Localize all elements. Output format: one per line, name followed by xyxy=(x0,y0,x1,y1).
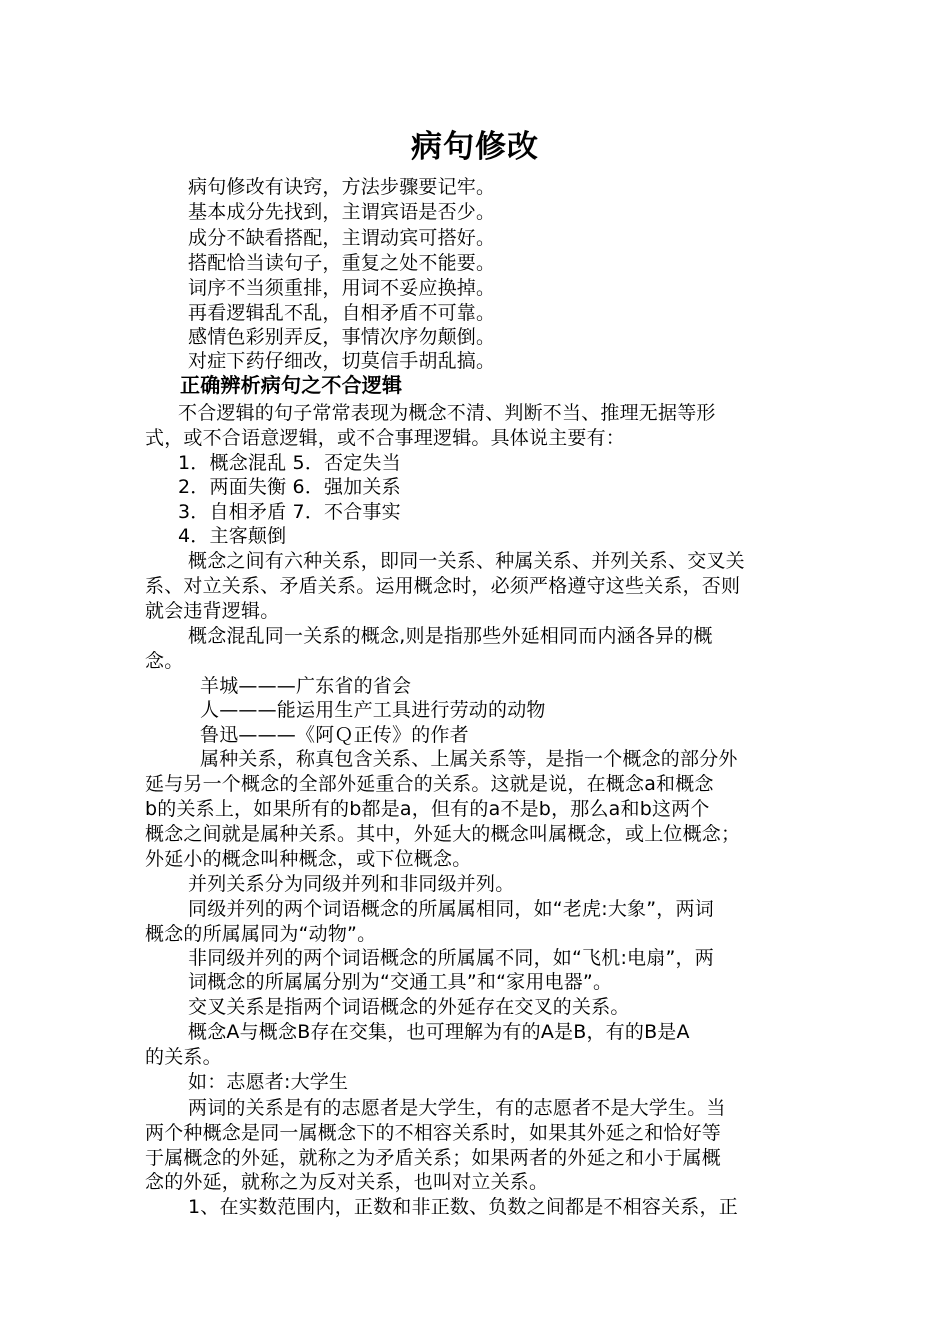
paragraph-line: 念的外延，就称之为反对关系，也叫对立关系。 xyxy=(145,1171,549,1193)
example-line: 羊城———广东省的省会 xyxy=(200,675,412,697)
paragraph-line: 词概念的所属属分别为“交通工具”和“家用电器”。 xyxy=(188,971,613,993)
page-title: 病句修改 xyxy=(411,129,539,165)
paragraph-line: 于属概念的外延，就称之为矛盾关系；如果两者的外延之和小于属概 xyxy=(145,1147,722,1169)
paragraph-line: 延与另一个概念的全部外延重合的关系。这就是说，在概念a和概念 xyxy=(145,773,714,795)
paragraph-line: 概念混乱同一关系的概念,则是指那些外延相同而内涵各异的概 xyxy=(188,625,713,647)
section-heading: 正确辨析病句之不合逻辑 xyxy=(180,373,403,397)
paragraph-line: 交叉关系是指两个词语概念的外延存在交叉的关系。 xyxy=(188,996,630,1018)
paragraph-line: 同级并列的两个词语概念的所属属相同，如“老虎:大象”，两词 xyxy=(188,898,714,920)
paragraph-line: 如：志愿者:大学生 xyxy=(188,1071,349,1093)
example-line: 人———能运用生产工具进行劳动的动物 xyxy=(200,699,546,721)
poem-line: 再看逻辑乱不乱，自相矛盾不可靠。 xyxy=(188,302,496,324)
paragraph-line: 概念之间有六种关系，即同一关系、种属关系、并列关系、交叉关 xyxy=(188,550,745,572)
paragraph-line: 系、对立关系、矛盾关系。运用概念时，必须严格遵守这些关系，否则 xyxy=(145,575,741,597)
paragraph-line: 概念的所属属同为“动物”。 xyxy=(145,923,377,945)
paragraph-line: 属种关系，称真包含关系、上属关系等，是指一个概念的部分外 xyxy=(200,748,738,770)
paragraph-line: b的关系上，如果所有的b都是a，但有的a不是b，那么a和b这两个 xyxy=(145,798,710,820)
poem-line: 成分不缺看搭配，主谓动宾可搭好。 xyxy=(188,227,496,249)
paragraph-line: 概念A与概念B存在交集，也可理解为有的A是B，有的B是A xyxy=(188,1021,690,1043)
paragraph-line: 念。 xyxy=(145,650,184,672)
paragraph-line: 两词的关系是有的志愿者是大学生，有的志愿者不是大学生。当 xyxy=(188,1097,726,1119)
paragraph-line: 非同级并列的两个词语概念的所属属不同，如“飞机:电扇”，两 xyxy=(188,947,714,969)
paragraph-line: 就会违背逻辑。 xyxy=(145,600,280,622)
paragraph-line: 不合逻辑的句子常常表现为概念不清、判断不当、推理无据等形 xyxy=(178,402,716,424)
paragraph-line: 式，或不合语意逻辑，或不合事理逻辑。具体说主要有： xyxy=(145,427,626,449)
paragraph-line: 概念之间就是属种关系。其中，外延大的概念叫属概念，或上位概念； xyxy=(145,823,741,845)
paragraph-line: 并列关系分为同级并列和非同级并列。 xyxy=(188,873,515,895)
poem-line: 词序不当须重排，用词不妥应换掉。 xyxy=(188,277,496,299)
list-item: 3．自相矛盾 7．不合事实 xyxy=(178,501,401,523)
poem-line: 基本成分先找到，主谓宾语是否少。 xyxy=(188,201,496,223)
list-item: 2．两面失衡 6．强加关系 xyxy=(178,476,401,498)
poem-line: 病句修改有诀窍，方法步骤要记牢。 xyxy=(188,176,496,198)
paragraph-line: 两个种概念是同一属概念下的不相容关系时，如果其外延之和恰好等 xyxy=(145,1122,722,1144)
paragraph-line: 外延小的概念叫种概念，或下位概念。 xyxy=(145,848,472,870)
paragraph-line: 1、在实数范围内，正数和非正数、负数之间都是不相容关系，正 xyxy=(188,1196,738,1218)
paragraph-line: 的关系。 xyxy=(145,1046,222,1068)
list-item: 1．概念混乱 5．否定失当 xyxy=(178,452,401,474)
poem-line: 对症下药仔细改，切莫信手胡乱搞。 xyxy=(188,350,496,372)
poem-line: 搭配恰当读句子，重复之处不能要。 xyxy=(188,252,496,274)
example-line: 鲁迅———《阿Ｑ正传》的作者 xyxy=(200,724,469,746)
list-item: 4．主客颠倒 xyxy=(178,525,287,547)
poem-line: 感情色彩别弄反，事情次序勿颠倒。 xyxy=(188,326,496,348)
